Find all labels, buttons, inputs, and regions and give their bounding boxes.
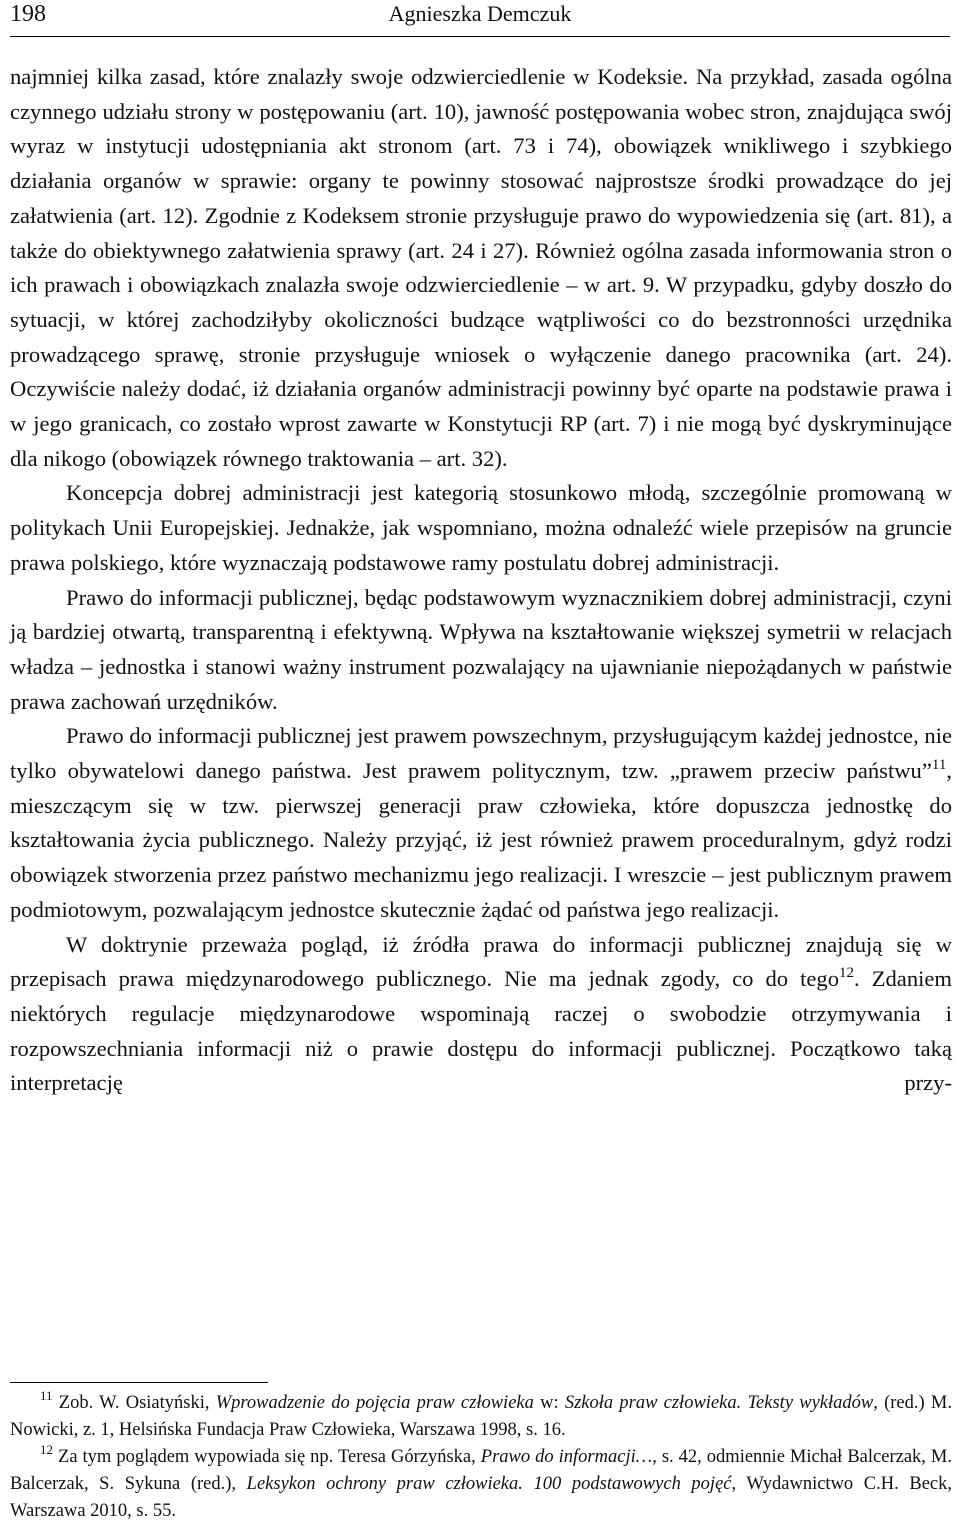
paragraph: najmniej kilka zasad, które znalazły swoje odzwierciedlenie w Kodeksie. Na przykład, zasada ogólna czynnego udziału strony w postępowaniu (art. 10), jawność postępowania wobec stron, znajdująca swój wyraz w instytucji udostępniania akt stronom (art. 73 i 74), obowiązek wnikliwego i szybkiego działania organów w sprawie: organy te powinny stosować najprostsze środki prowadzące do jej załatwienia (art. 12). Zgodnie z Kodeksem stronie przysługuje prawo do wypowiedzenia się (art. 81), a także do obiektywnego załatwienia sprawy (art. 24 i 27). Również ogólna zasada informowania stron o ich prawach i obowiązkach znalazła swoje odzwierciedlenie – w art. 9. W przypadku, gdyby doszło do sytuacji, w której zachodziłyby okoliczności budzące wątpliwości co do bezstronności urzędnika prowadzącego sprawę, stronie przysługuje wniosek o wyłączenie danego pracownika (art. 24). Oczywiście należy dodać, iż działania organów administracji powinny być oparte na podstawie prawa i w jego granicach, co zostało wprost zawarte w Konstytucji RP (art. 7) i nie mogą być dyskryminujące dla nikogo (obowiązek równego traktowania – art. 32). bbox=[10, 64, 952, 471]
paragraph: Koncepcja dobrej administracji jest kategorią stosunkowo młodą, szczególnie promowaną w politykach Unii Europejskiej. Jednakże, jak wspomniano, można odnaleźć wiele przepisów na gruncie prawa polskiego, które wyznaczają podstawowe ramy postulatu dobrej administracji. bbox=[10, 480, 952, 575]
footnote-text: Zob. W. Osiatyński, Wprowadzenie do pojęcia praw człowieka w: Szkoła praw człowieka. Teksty wykładów, (red.) M. Nowicki, z. 1, Helsińska Fundacja Praw Człowieka, Warszawa 1998, s. 16. bbox=[10, 1393, 952, 1440]
footnote-reference: 11 bbox=[931, 756, 947, 773]
footnote-separator bbox=[10, 1382, 268, 1383]
footnote-text: Za tym poglądem wypowiada się np. Teresa Górzyńska, Prawo do informacji…, s. 42, odmiennie Michał Balcerzak, M. Balcerzak, S. Sykuna (red.), Leksykon ochrony praw człowieka. 100 podstawowych pojęć, Wydawnictwo C.H. Beck, Warszawa 2010, s. 55. bbox=[10, 1447, 952, 1521]
page-header bbox=[10, 0, 950, 37]
footnote bbox=[10, 1387, 952, 1444]
paragraph-text: . Zdaniem niektórych regulacje międzynarodowe wspominają raczej o swobodzie otrzymywania i rozpowszechniania informacji niż o prawie dostępu do informacji publicznej. Początkowo taką interpretację przy- bbox=[10, 966, 952, 1096]
paragraph-text: , mieszczącym się w tzw. pierwszej generacji praw człowieka, które dopuszcza jednostkę do kształtowania życia publicznego. Należy przyjąć, iż jest również prawem proceduralnym, gdyż rodzi obowiązek stworzenia przez państwo mechanizmu jego realizacji. I wreszcie – jest publicznym prawem podmiotowym, pozwalającym jednostce skutecznie żądać od państwa jego realizacji. bbox=[10, 758, 952, 922]
footnote-reference: 12 bbox=[839, 964, 855, 981]
footnotes bbox=[10, 1387, 952, 1525]
footnote-number: 11 bbox=[40, 1387, 53, 1403]
body-text bbox=[10, 60, 952, 1136]
footnote bbox=[10, 1441, 952, 1525]
paragraph-text: W doktrynie przeważa pogląd, iż źródła prawa do informacji publicznej znajdują się w przepisach prawa międzynarodowego publicznego. Nie ma jednak zgody, co do tego bbox=[10, 931, 952, 992]
paragraph-text: Prawo do informacji publicznej jest prawem powszechnym, przysługującym każdej jednostce, nie tylko obywatelowi danego państwa. Jest prawem politycznym, tzw. „prawem przeciw państwu” bbox=[10, 723, 952, 784]
page-number: 198 bbox=[10, 1, 46, 27]
footnote-number: 12 bbox=[40, 1441, 53, 1457]
paragraph bbox=[10, 928, 952, 1136]
paragraph bbox=[10, 719, 952, 927]
paragraph: Prawo do informacji publicznej, będąc podstawowym wyznacznikiem dobrej administracji, czyni ją bardziej otwartą, transparentną i efektywną. Wpływa na kształtowanie większej symetrii w relacjach władza – jednostka i stanowi ważny instrument pozwalający na ujawnianie niepożądanych w państwie prawa zachowań urzędników. bbox=[10, 584, 952, 714]
running-head-author: Agnieszka Demczuk bbox=[388, 1, 572, 26]
